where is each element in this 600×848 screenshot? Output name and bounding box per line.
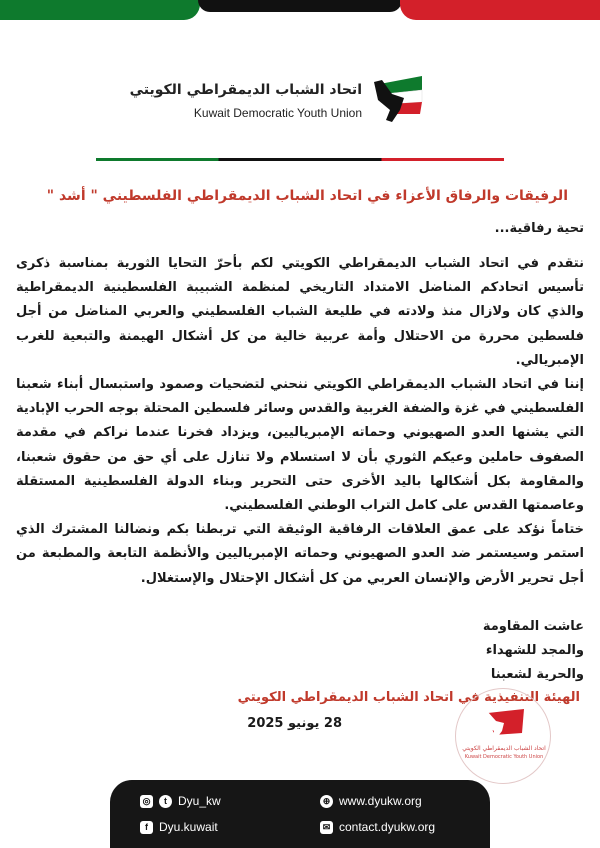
- header-black-tab: [198, 0, 402, 12]
- letter-date: 28 يونيو 2025: [247, 716, 342, 731]
- mail-icon: ✉: [320, 821, 333, 834]
- closing-line-3: والحرية لشعبنا: [490, 666, 584, 682]
- letter-paragraph-3: ختاماً نؤكد على عمق العلاقات الرفاقية الوثيقة التي تربطنا بكم ونضالنا المشترك الذي استمر وسيستمر ضد العدو الصهيوني وحماته الإمبرياليين والأنظمة التابعة والمطبعة من أجل تحرير الأرض والإنسان العربي من كل أشكال الإحتلال والإستغلال.: [16, 522, 584, 586]
- closing-line-1: عاشت المقاومة: [482, 618, 584, 634]
- letter-greeting: تحية رفاقية...: [494, 221, 584, 236]
- header-red-tab: [400, 0, 600, 20]
- twitter-icon: t: [159, 795, 172, 808]
- social-handle-item[interactable]: [140, 794, 221, 808]
- globe-icon: ⊕: [320, 795, 333, 808]
- stamp-logo-icon: [480, 707, 528, 741]
- org-name-arabic: اتحاد الشباب الديمقراطي الكويتي: [129, 82, 362, 98]
- instagram-icon: ◎: [140, 795, 153, 808]
- organization-logo: [129, 70, 428, 140]
- stamp-name-arabic: اتحاد الشباب الديمقراطي الكويتي: [462, 745, 546, 752]
- website-text: www.dyukw.org: [339, 794, 422, 808]
- letter-paragraph-2: إننا في اتحاد الشباب الديمقراطي الكويتي ننحني لتضحيات وصمود واستبسال أبناء شعبنا الفلسطيني في غزة والضفة الغربية والقدس وسائر فلسطين المحتلة بوجه الحرب الإبادية التي يشنها العدو الصهيوني وحماته الإمبرياليين، ويزداد فخرنا عندما نراكم في مقدمة الصفوف حاملين وعيكم الثوري بأن لا استسلام ولا تنازل على أي حق من حقوق شعبنا، والمقاومة بكل أشكالها باليد الأخرى حتى التحرير وبناء الدولة الفلسطينية المستقلة وعاصمتها القدس على كامل التراب الوطني الفلسطيني.: [16, 377, 584, 514]
- email-text: contact.dyukw.org: [339, 820, 436, 834]
- signature-title: الهيئة التنفيذية في اتحاد الشباب الديمقراطي الكويتي: [237, 690, 580, 705]
- facebook-text: Dyu.kuwait: [159, 820, 218, 834]
- closing-slogans: [16, 615, 584, 687]
- letter-heading: الرفيقات والرفاق الأعزاء في اتحاد الشباب الديمقراطي الفلسطيني " أشد ": [46, 188, 568, 204]
- contact-footer: [110, 780, 490, 848]
- social-handle-text: Dyu_kw: [178, 794, 221, 808]
- facebook-icon: f: [140, 821, 153, 834]
- letter-paragraph-1: نتقدم في اتحاد الشباب الديمقراطي الكويتي لكم بأحرّ التحايا الثورية بمناسبة ذكرى تأسيس اتحادكم المناضل الامتداد التاريخي لمنظمة الشبيبة الفلسطينية الديمقراطية والذي كان ولازال منذ ولادته في طليعة الشباب الفلسطيني والعربي المناضل من أجل فلسطين محررة من الاحتلال وأمة عربية خالية من كل أشكال الهيمنة والتبعية للغرب الإمبريالي.: [16, 256, 584, 368]
- email-item[interactable]: [320, 820, 435, 834]
- header-divider: [96, 158, 504, 161]
- official-stamp: [455, 688, 551, 784]
- closing-line-2: والمجد للشهداء: [485, 642, 584, 658]
- website-item[interactable]: [320, 794, 422, 808]
- letter-body: [16, 185, 584, 687]
- org-name-english: Kuwait Democratic Youth Union: [193, 106, 362, 120]
- facebook-item[interactable]: [140, 820, 218, 834]
- dove-flag-logo-icon: [370, 70, 426, 130]
- stamp-name-english: Kuwait Democratic Youth Union: [464, 754, 544, 760]
- header-green-tab: [0, 0, 200, 20]
